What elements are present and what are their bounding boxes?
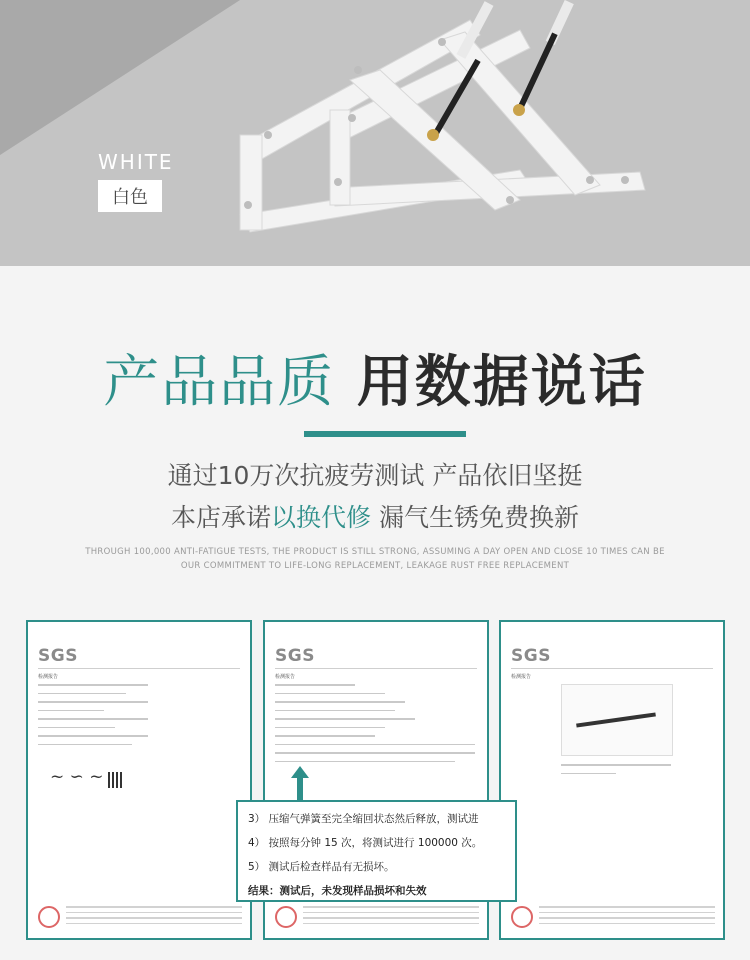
callout-result: 结果：测试后，未发现样品损坏和失效 (248, 885, 427, 897)
seal-image (38, 906, 60, 928)
divider (511, 668, 713, 669)
certificate-page-1 (26, 620, 252, 940)
qr-code-image (108, 772, 124, 788)
gas-strut-sample (576, 712, 656, 727)
english-note-line-2: OUR COMMITMENT TO LIFE-LONG REPLACEMENT, LEAKAGE RUST FREE REPLACEMENT (180, 561, 570, 571)
sgs-logo: SGS (275, 646, 315, 666)
certificate-text-lines (561, 764, 671, 781)
divider (275, 668, 477, 669)
title-divider (304, 431, 466, 437)
color-label-en: WHITE (98, 150, 174, 174)
hero-banner (0, 0, 750, 266)
english-note-line-1: THROUGH 100,000 ANTI-FATIGUE TESTS, THE PRODUCT IS STILL STRONG, ASSUMING A DAY OPEN AND CLOSE 10 TIMES CAN BE (85, 547, 665, 557)
subtitle-line-2 (0, 498, 750, 534)
footer-fine-print (303, 906, 479, 928)
test-result-callout (236, 800, 517, 902)
page-title (0, 338, 750, 418)
title-teal-part: 产品品质 (103, 350, 336, 415)
sgs-logo: SGS (38, 646, 78, 666)
subtitle-line-1: 通过10万次抗疲劳测试 产品依旧坚挺 (167, 461, 583, 490)
subtitle-line-2-a: 本店承诺 (171, 503, 272, 532)
certificate-title: 检测报告 (511, 674, 532, 680)
divider (38, 668, 240, 669)
certificate-text-lines (38, 684, 148, 752)
certificate-title: 检测报告 (38, 674, 59, 680)
color-label-zh: 白色 (98, 180, 162, 212)
subtitle-accent: 以换代修 (271, 503, 372, 532)
certificate-title: 检测报告 (275, 674, 296, 680)
color-label (98, 150, 174, 212)
seal-image (275, 906, 297, 928)
callout-line-3: 5） 测试后检查样品有无损坏。 (248, 861, 395, 873)
subtitle-line-2-b: 漏气生锈免费换新 (371, 503, 579, 532)
sample-photo (561, 684, 673, 756)
seal-image (511, 906, 533, 928)
certificate-page-3 (499, 620, 725, 940)
bed-lift-hinge-photo (0, 0, 750, 266)
footer-fine-print (539, 906, 715, 928)
title-dark-part: 用数据说话 (356, 350, 647, 415)
signature-image: ~ ∽ ~ (50, 767, 104, 787)
certificate-text-lines (275, 684, 475, 769)
sgs-logo: SGS (511, 646, 551, 666)
footer-fine-print (66, 906, 242, 928)
callout-line-2: 4） 按照每分钟 15 次，将测试进行 100000 次。 (248, 837, 483, 849)
callout-line-1: 3） 压缩气弹簧至完全缩回状态然后释放，测试进 (248, 813, 479, 825)
callout-arrow-shaft (297, 775, 303, 801)
